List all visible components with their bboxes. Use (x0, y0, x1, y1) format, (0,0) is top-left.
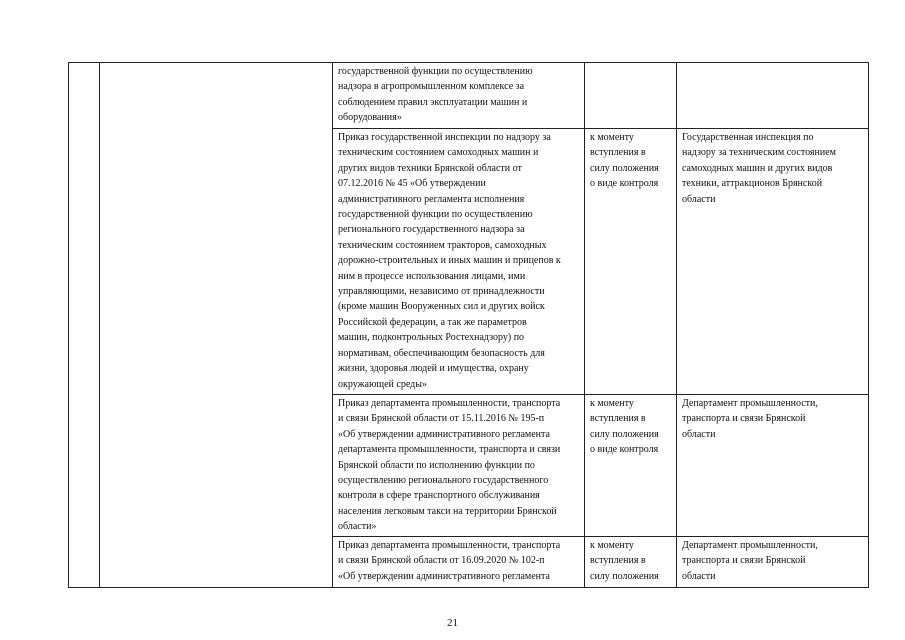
table-row (69, 63, 869, 129)
term-text: к моменту вступления в силу положения о виде контроля (590, 398, 659, 456)
act-text: Приказ департамента промышленности, транспорта и связи Брянской области от 15.11.2016 № 195-п «Об утверждении административного регламента департамента промышленности, транспорта и связи Брянской области по исполнению функции по осуществлению регионального государственного контроля в сфере транспортного обслуживания населения легковым такси на территории Брянской области» (338, 398, 561, 533)
group-cell (100, 63, 333, 588)
term-cell (585, 129, 677, 395)
acts-table (68, 62, 869, 588)
term-cell (585, 537, 677, 588)
body-cell (677, 395, 869, 537)
body-text: Департамент промышленности, транспорта и связи Брянской области (682, 398, 818, 440)
act-cell (333, 63, 585, 129)
term-text: к моменту вступления в силу положения о виде контроля (590, 132, 659, 190)
act-text: государственной функции по осуществлению надзора в агропромышленном комплексе за соблюдением правил эксплуатации машин и оборудования» (338, 66, 533, 124)
body-text: Государственная инспекция по надзору за техническим состоянием самоходных машин и других видов техники, аттракционов Брянской области (682, 132, 836, 205)
body-cell (677, 63, 869, 129)
term-text: к моменту вступления в силу положения (590, 540, 659, 582)
act-text: Приказ департамента промышленности, транспорта и связи Брянской области от 16.09.2020 № 102-п «Об утверждении административного регламента (338, 540, 561, 582)
act-cell (333, 537, 585, 588)
number-cell (69, 63, 100, 588)
page-number: 21 (447, 617, 458, 629)
act-text: Приказ государственной инспекции по надзору за техническим состоянием самоходных машин и других видов техники Брянской области от 07.12.2016 № 45 «Об утверждении административного регламента исполнения государственной функции по осуществлению регионального государственного надзора за техническим состоянием тракторов, самоходных дорожно-строительных и иных машин и прицепов к ним в процессе использования лицами, ими управляющими, независимо от принадлежности (кроме машин Вооруженных сил и других войск Российской федерации, а так же параметров машин, подконтрольных Ростехнадзору) по нормативам, обеспечивающим безопасность для жизни, здоровья людей и имущества, охрану окружающей среды» (338, 132, 561, 390)
body-text: Департамент промышленности, транспорта и связи Брянской области (682, 540, 818, 582)
body-cell (677, 537, 869, 588)
term-cell (585, 63, 677, 129)
term-cell (585, 395, 677, 537)
act-cell (333, 129, 585, 395)
act-cell (333, 395, 585, 537)
body-cell (677, 129, 869, 395)
